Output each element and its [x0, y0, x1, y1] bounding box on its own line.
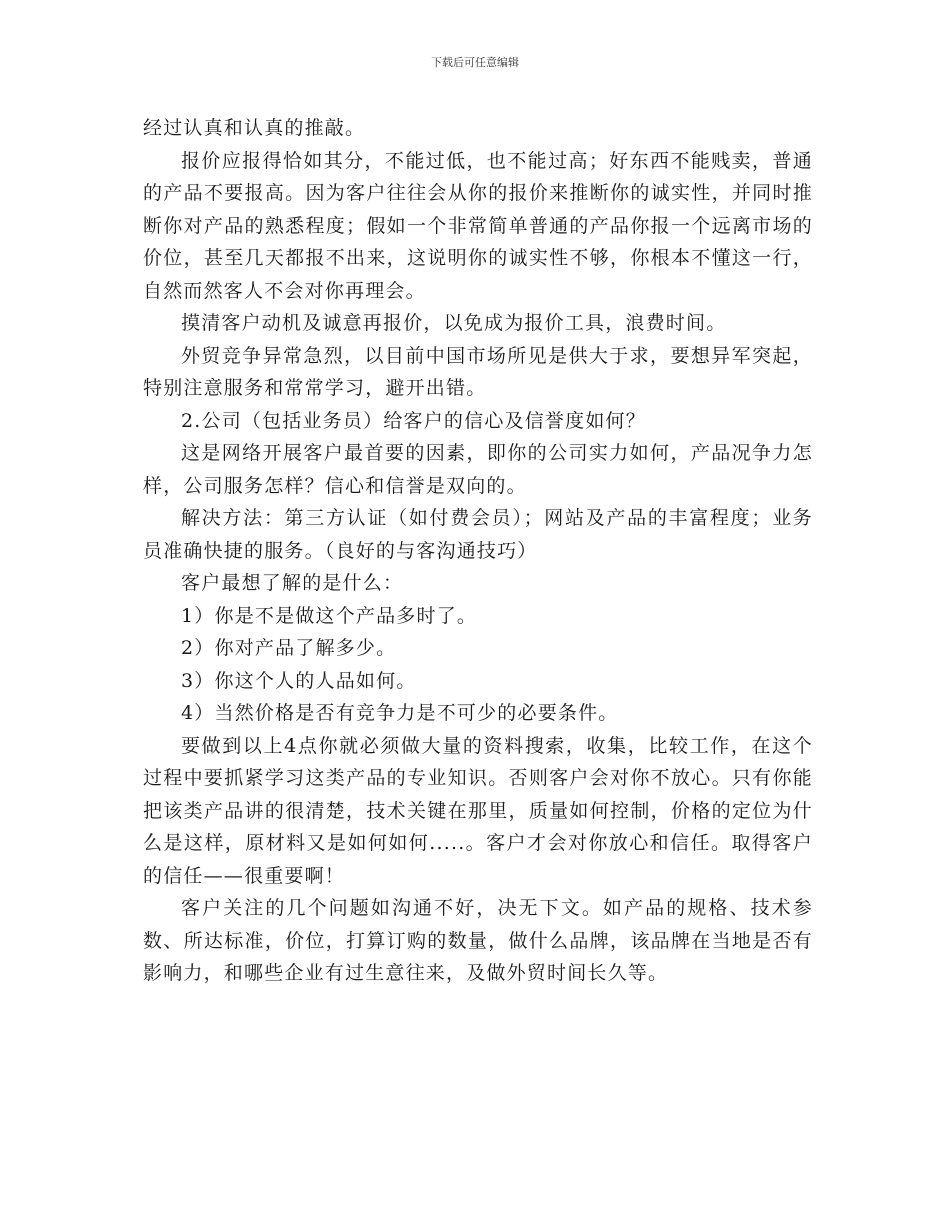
- paragraph-6: 这是网络开展客户最首要的因素，即你的公司实力如何，产品况争力怎样，公司服务怎样？信心和信誉是双向的。: [143, 442, 813, 497]
- paragraph-7: 解决方法：第三方认证（如付费会员）；网站及产品的丰富程度；业务员准确快捷的服务。（良好的与客沟通技巧）: [143, 507, 813, 562]
- page-header: 下载后可任意编辑: [431, 56, 519, 69]
- list-item-2: 2）你对产品了解多少。: [181, 637, 397, 659]
- paragraph-1: 经过认真和认真的推敲。: [143, 117, 366, 139]
- paragraph-9: 要做到以上4点你就必须做大量的资料搜索，收集，比较工作，在这个过程中要抓紧学习这类产品的专业知识。否则客户会对你不放心。只有你能把该类产品讲的很清楚，技术关键在那里，质量如何控制，价格的定位为什么是这样，原材料又是如何如何.....。客户才会对你放心和信任。取得客户的信任——很重要啊！: [143, 734, 813, 887]
- paragraph-5: 2.公司（包括业务员）给客户的信心及信誉度如何？: [181, 409, 646, 432]
- document-body: [143, 112, 813, 990]
- paragraph-3: 摸清客户动机及诚意再报价，以免成为报价工具，浪费时间。: [181, 312, 727, 334]
- list-item-3: 3）你这个人的人品如何。: [181, 669, 417, 692]
- paragraph-8: 客户最想了解的是什么：: [181, 572, 404, 594]
- list-item-4: 4）当然价格是否有竞争力是不可少的必要条件。: [181, 702, 619, 724]
- paragraph-4: 外贸竞争异常急烈，以目前中国市场所见是供大于求，要想异军突起，特别注意服务和常常学习，避开出错。: [143, 344, 813, 399]
- paragraph-2: 报价应报得恰如其分，不能过低，也不能过高；好东西不能贱卖，普通的产品不要报高。因为客户往往会从你的报价来推断你的诚实性，并同时推断你对产品的熟悉程度；假如一个非常简单普通的产品你报一个远离市场的价位，甚至几天都报不出来，这说明你的诚实性不够，你根本不懂这一行，自然而然客人不会对你再理会。: [143, 149, 813, 302]
- paragraph-10: 客户关注的几个问题如沟通不好，决无下文。如产品的规格、技术参数、所达标准，价位，打算订购的数量，做什么品牌，该品牌在当地是否有影响力，和哪些企业有过生意往来，及做外贸时间长久等。: [143, 897, 813, 984]
- list-item-1: 1）你是不是做这个产品多时了。: [181, 604, 478, 627]
